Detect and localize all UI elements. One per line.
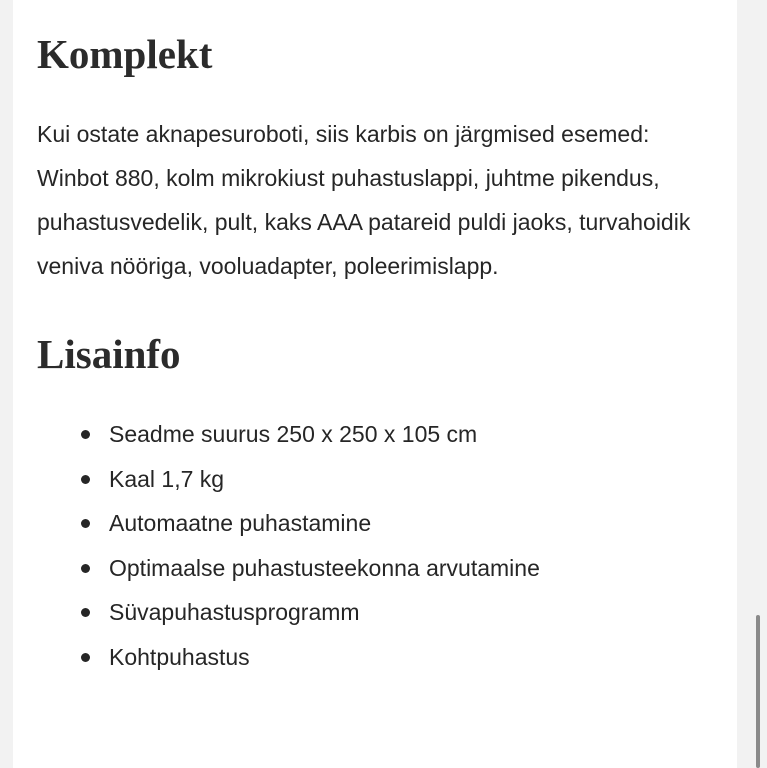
- section-heading-lisainfo: Lisainfo: [37, 331, 181, 377]
- section-heading-komplekt: Komplekt: [37, 31, 213, 77]
- scrollbar-thumb[interactable]: [756, 615, 760, 768]
- komplekt-paragraph: Kui ostate aknapesuroboti, siis karbis on järgmised esemed: Winbot 880, kolm mikrokiust puhastuslappi, juhtme pikendus, puhastusvedelik, pult, kaks AAA patareid puldi jaoks, turvahoidik veniva nööriga, vooluadapter, poleerimislapp.: [37, 121, 691, 279]
- bullet-icon: [81, 608, 90, 617]
- bullet-icon: [81, 653, 90, 662]
- list-item: [109, 501, 540, 546]
- list-item: [109, 546, 540, 591]
- list-item: [109, 412, 540, 457]
- list-item-text: Automaatne puhastamine: [109, 510, 372, 536]
- scrollbar-track[interactable]: [737, 0, 767, 768]
- list-item: [109, 635, 540, 680]
- bullet-icon: [81, 475, 90, 484]
- list-item-text: Süvapuhastusprogramm: [109, 599, 360, 625]
- list-item-text: Kohtpuhastus: [109, 643, 250, 670]
- bullet-icon: [81, 564, 90, 573]
- lisainfo-list: [37, 412, 540, 679]
- list-item-text: Seadme suurus 250 x 250 x 105 cm: [109, 421, 478, 447]
- bullet-icon: [81, 519, 90, 528]
- content-page: [13, 0, 737, 768]
- list-item: [109, 590, 540, 635]
- list-item: [109, 457, 540, 502]
- bullet-icon: [81, 430, 90, 439]
- list-item-text: Kaal 1,7 kg: [109, 465, 225, 492]
- list-item-text: Optimaalse puhastusteekonna arvutamine: [109, 554, 540, 581]
